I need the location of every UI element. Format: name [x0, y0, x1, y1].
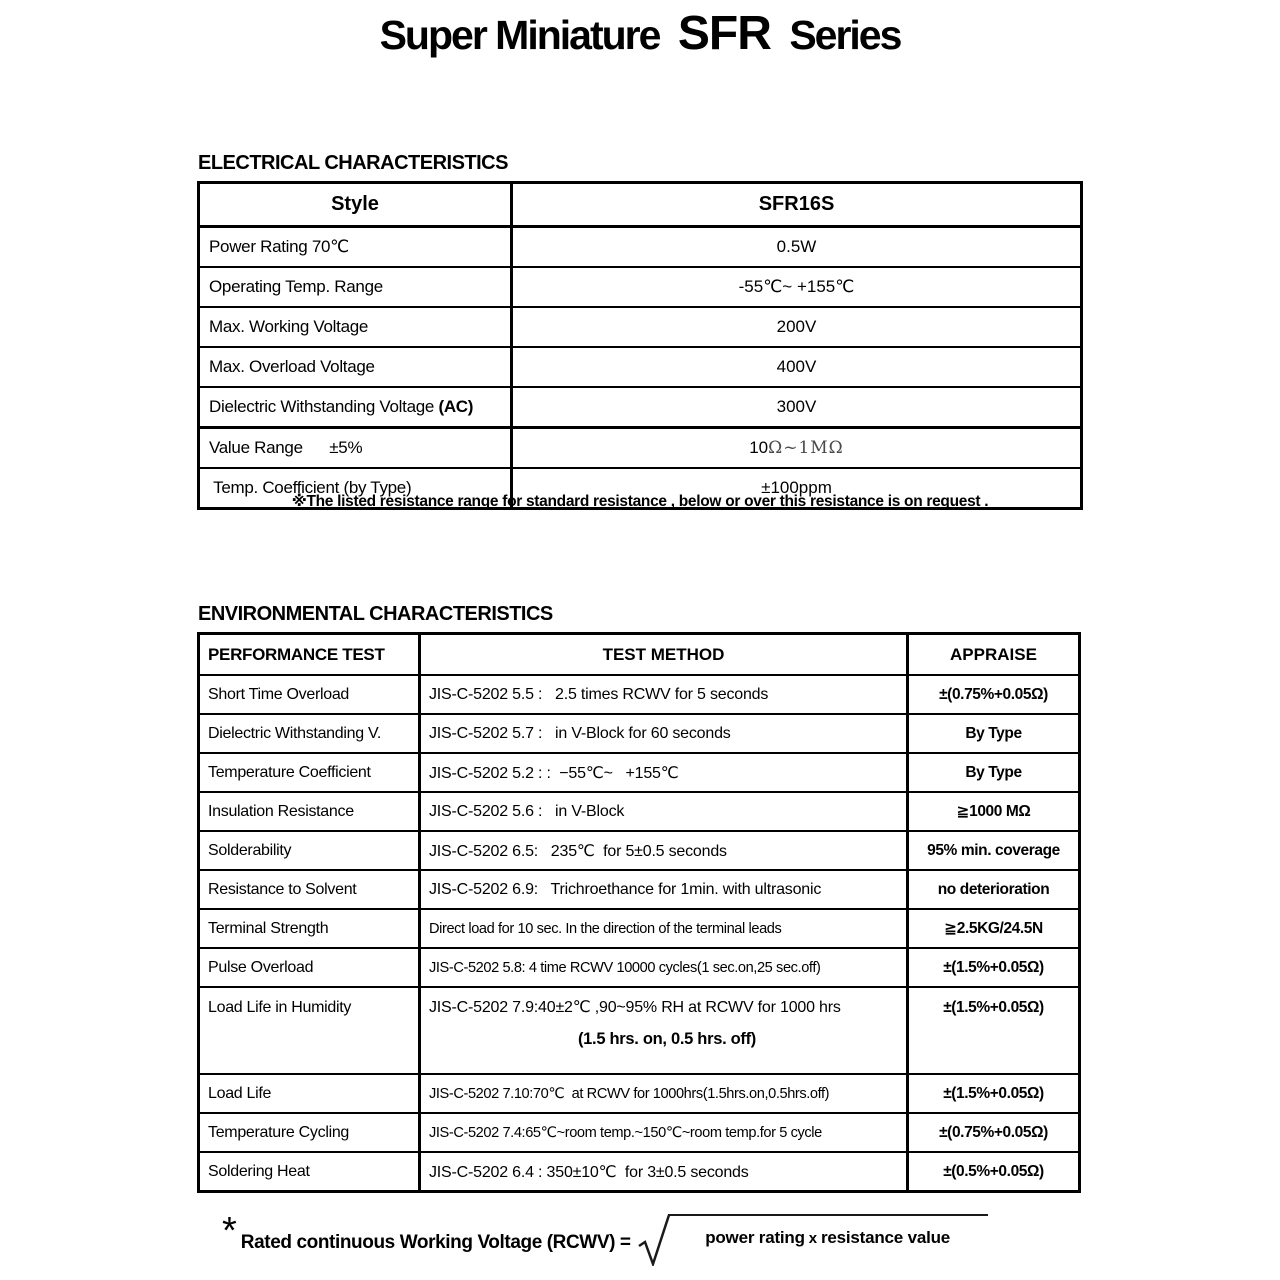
row-method: JIS-C-5202 5.8: 4 time RCWV 10000 cycles(1 sec.on,25 sec.off)	[420, 948, 908, 987]
row-test: Load Life in Humidity	[199, 987, 420, 1074]
row-method: Direct load for 10 sec. In the direction of the terminal leads	[420, 909, 908, 948]
row-test: Dielectric Withstanding V.	[199, 714, 420, 753]
row-method: JIS-C-5202 7.9:40±2℃ ,90~95% RH at RCWV for 1000 hrs (1.5 hrs. on, 0.5 hrs. off)	[420, 987, 908, 1074]
table-row	[199, 714, 1080, 753]
table-row	[199, 831, 1080, 870]
row-label: Max. Overload Voltage	[199, 347, 512, 387]
row-appraise: no deterioration	[908, 870, 1080, 909]
row-test: Temperature Coefficient	[199, 753, 420, 792]
row-test: Soldering Heat	[199, 1152, 420, 1192]
table-row	[199, 307, 1082, 347]
row-appraise: ±(0.75%+0.05Ω)	[908, 1113, 1080, 1152]
table-row	[199, 428, 1082, 469]
row-method: JIS-C-5202 5.6 : in V-Block	[420, 792, 908, 831]
rcwv-formula	[222, 1210, 988, 1266]
row-appraise: ±(1.5%+0.05Ω)	[908, 1074, 1080, 1113]
row-method: JIS-C-5202 7.4:65℃~room temp.~150℃~room temp.for 5 cycle	[420, 1113, 908, 1152]
electrical-characteristics-table	[197, 181, 1083, 510]
elec-header-model: SFR16S	[512, 183, 1082, 227]
table-row	[199, 948, 1080, 987]
row-test: Short Time Overload	[199, 675, 420, 714]
row-label: Value Range ±5%	[199, 428, 512, 469]
row-test: Temperature Cycling	[199, 1113, 420, 1152]
electrical-footnote: ※The listed resistance range for standard resistance , below or over this resistance is on request .	[291, 493, 989, 510]
row-value: -55℃~ +155℃	[512, 267, 1082, 307]
table-header-row	[199, 183, 1082, 227]
row-label: Temp. Coefficient (by Type)	[199, 468, 512, 509]
row-test: Insulation Resistance	[199, 792, 420, 831]
row-value: 10Ω~1MΩ	[512, 428, 1082, 469]
row-appraise: 95% min. coverage	[908, 831, 1080, 870]
row-label: Power Rating 70℃	[199, 227, 512, 268]
electrical-section-heading: ELECTRICAL CHARACTERISTICS	[198, 152, 508, 174]
table-row	[199, 753, 1080, 792]
table-row	[199, 347, 1082, 387]
row-method: JIS-C-5202 6.4 : 350±10℃ for 3±0.5 seconds	[420, 1152, 908, 1192]
table-row	[199, 870, 1080, 909]
env-header-performance-test: PERFORMANCE TEST	[199, 634, 420, 676]
row-value: 200V	[512, 307, 1082, 347]
row-appraise: ±(1.5%+0.05Ω)	[908, 987, 1080, 1074]
table-row	[199, 1074, 1080, 1113]
multiply-sign: x	[808, 1230, 817, 1247]
row-appraise: ≧1000 MΩ	[908, 792, 1080, 831]
environmental-section-heading: ENVIRONMENTAL CHARACTERISTICS	[198, 603, 553, 625]
table-row	[199, 387, 1082, 428]
row-value: 400V	[512, 347, 1082, 387]
table-row	[199, 1113, 1080, 1152]
row-label: Dielectric Withstanding Voltage (AC)	[199, 387, 512, 428]
table-row	[199, 987, 1080, 1074]
row-method: JIS-C-5202 6.9: Trichroethance for 1min. with ultrasonic	[420, 870, 908, 909]
row-appraise: ±(1.5%+0.05Ω)	[908, 948, 1080, 987]
radical-sign-icon	[637, 1214, 671, 1266]
asterisk-mark: *	[222, 1210, 237, 1252]
row-appraise: By Type	[908, 714, 1080, 753]
row-method: JIS-C-5202 6.5: 235℃ for 5±0.5 seconds	[420, 831, 908, 870]
row-method: JIS-C-5202 7.10:70℃ at RCWV for 1000hrs(1.5hrs.on,0.5hrs.off)	[420, 1074, 908, 1113]
row-method: JIS-C-5202 5.5 : 2.5 times RCWV for 5 seconds	[420, 675, 908, 714]
environmental-characteristics-table	[197, 632, 1081, 1193]
table-row	[199, 1152, 1080, 1192]
table-row	[199, 227, 1082, 268]
title-series-model: SFR	[677, 7, 771, 60]
title-prefix: Super Miniature	[379, 12, 660, 58]
square-root-expression	[637, 1214, 988, 1266]
env-header-test-method: TEST METHOD	[420, 634, 908, 676]
table-header-row	[199, 634, 1080, 676]
row-value: ±100ppm	[512, 468, 1082, 509]
row-appraise: ≧2.5KG/24.5N	[908, 909, 1080, 948]
row-method: JIS-C-5202 5.7 : in V-Block for 60 seconds	[420, 714, 908, 753]
row-test: Solderability	[199, 831, 420, 870]
row-value: 300V	[512, 387, 1082, 428]
row-appraise: ±(0.5%+0.05Ω)	[908, 1152, 1080, 1192]
row-method-line2: (1.5 hrs. on, 0.5 hrs. off)	[577, 1030, 757, 1048]
table-row	[199, 267, 1082, 307]
row-test: Terminal Strength	[199, 909, 420, 948]
title-suffix: Series	[789, 12, 901, 58]
formula-radicand: power rating x resistance value	[668, 1214, 988, 1248]
page-title	[0, 6, 1280, 61]
row-appraise: By Type	[908, 753, 1080, 792]
row-test: Pulse Overload	[199, 948, 420, 987]
row-value: 0.5W	[512, 227, 1082, 268]
row-test: Resistance to Solvent	[199, 870, 420, 909]
row-test: Load Life	[199, 1074, 420, 1113]
table-row	[199, 909, 1080, 948]
elec-header-style: Style	[199, 183, 512, 227]
row-label: Operating Temp. Range	[199, 267, 512, 307]
row-method: JIS-C-5202 5.2 : : −55℃~ +155℃	[420, 753, 908, 792]
row-label: Max. Working Voltage	[199, 307, 512, 347]
row-appraise: ±(0.75%+0.05Ω)	[908, 675, 1080, 714]
env-header-appraise: APPRAISE	[908, 634, 1080, 676]
formula-label: Rated continuous Working Voltage (RCWV) =	[240, 1232, 631, 1253]
table-row	[199, 675, 1080, 714]
table-row	[199, 792, 1080, 831]
